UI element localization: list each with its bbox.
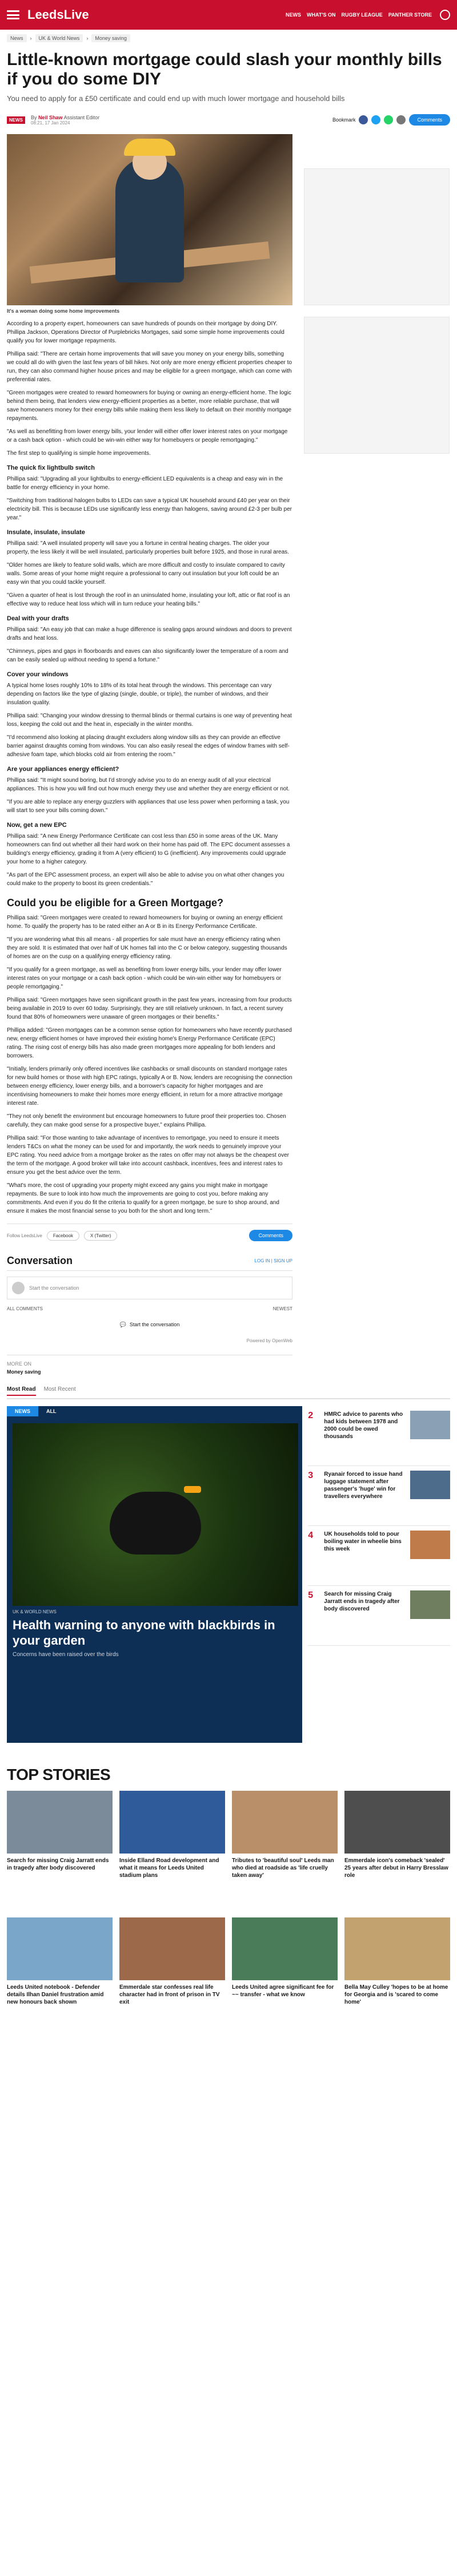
hero-image	[7, 134, 292, 305]
article-paragraph: Phillipa said: "An easy job that can make a huge difference is sealing gaps around windows and doors to prevent drafts and heat loss.	[7, 627, 292, 642]
account-icon[interactable]	[440, 10, 450, 20]
tab-all-comments[interactable]: ALL COMMENTS	[7, 1306, 43, 1312]
sidebar	[304, 134, 450, 1375]
tab-most-read[interactable]: Most Read	[7, 1386, 36, 1396]
subheading-epc: Now, get a new EPC	[7, 822, 67, 829]
bookmark-button[interactable]: Bookmark	[332, 117, 356, 123]
ad-slot	[304, 317, 450, 454]
story-card[interactable]	[344, 1917, 450, 2037]
standfirst: You need to apply for a £50 certificate and could end up with much lower mortgage and household bills	[7, 94, 345, 103]
article-paragraph: "What's more, the cost of upgrading your property might exceed any gains you might make in mortgage repayments. Be sure to look into how much the improvements are going to cost you, before making any commitments. And even if you do fit the criteria to qualify for a green mortgage, be sure to shop around, and ensure it makes the most financial sense to you both for the short and long term."	[7, 1182, 279, 1215]
article-paragraph: "As part of the EPC assessment process, an expert will also be able to advise you on what other changes you could make to the property to boost its green credentials."	[7, 872, 284, 887]
subheading-windows: Cover your windows	[7, 671, 69, 679]
twitter-icon[interactable]	[371, 115, 380, 124]
tab-most-recent[interactable]: Most Recent	[43, 1386, 76, 1393]
story-card[interactable]	[232, 1917, 338, 2037]
top-stories-grid	[7, 1791, 450, 2037]
article-paragraph: The first step to qualifying is simple home improvements.	[7, 450, 151, 457]
paragraph-group-epc	[7, 832, 292, 888]
page-title: Little-known mortgage could slash your monthly bills if you do some DIY	[7, 50, 442, 88]
thumbnail	[410, 1471, 450, 1499]
sort-newest-dropdown[interactable]: NEWEST	[272, 1306, 292, 1312]
feature-block	[7, 1406, 450, 1743]
breadcrumb-item-news[interactable]: News	[7, 34, 27, 42]
article-paragraph: "If you are wondering what this all means - all properties for sale must have an energy efficiency rating when they are sold. It is estimated that over half of UK homes fall into the C or below category, suggesting thousands of homes are on the cusp on a qualifying energy efficiency rating.	[7, 936, 287, 960]
rank-number: 5	[308, 1590, 314, 1601]
paragraph-group-drafts	[7, 625, 292, 664]
list-item[interactable]	[308, 1466, 450, 1526]
story-title[interactable]: Search for missing Craig Jarratt ends in tragedy after body discovered	[7, 1858, 109, 1872]
story-card[interactable]	[344, 1791, 450, 1911]
start-conversation-label[interactable]: Start the conversation	[129, 1322, 180, 1328]
breadcrumb-item-money-saving[interactable]: Money saving	[91, 34, 130, 42]
article-paragraph: Phillipa said: "For those wanting to take advantage of incentives to remortgage, you need to ensure it meets lenders T&Cs on what the money can be used for and importantly, the work needs to genuinely improve your EPC rating. You need advice from a mortgage broker as the rates on offer may not always be the cheapest over the term of the mortgage. A good broker will take into account cashback, incentives, fees and interest rates to ensure you get the best advice over the term.	[7, 1135, 289, 1176]
story-headline[interactable]: Search for missing Craig Jarratt ends in tragedy after body discovered	[324, 1591, 400, 1613]
article-paragraph: Phillipa said: "It might sound boring, but I'd strongly advise you to do an energy audit of all your electrical appliances. This is how you will find out how much energy they use and whether they are energy efficient or not.	[7, 777, 290, 793]
article-paragraph: According to a property expert, homeowners can save hundreds of pounds on their mortgage by doing DIY. Phillipa Jackson, Operations Director of Purplebricks Mortgages, said some simple home improvements could qualify you for lower mortgage repayments.	[7, 321, 284, 345]
story-title[interactable]: Emmerdale star confesses real life character had in front of prison in TV exit	[119, 1984, 220, 2006]
story-card[interactable]	[232, 1791, 338, 1911]
article-paragraph: "They not only benefit the environment but encourage homeowners to future proof their properties too. Chosen carefully, they can make good sense for a prospective buyer," explains Phillipa.	[7, 1113, 286, 1129]
article-paragraph: Phillipa said: "Green mortgages were created to reward homeowners for buying or owning an energy efficient home. To qualify the property has to be rated either an A or B in its Energy Performance Certificate.	[7, 915, 283, 930]
story-headline[interactable]: Ryanair forced to issue hand luggage statement after passenger's 'huge' win for travellers everywhere	[324, 1471, 403, 1500]
article-paragraph: "As well as benefitting from lower energy bills, your lender will either offer lower interest rates on your mortgage or a cash back option - which could be win-win either way for homebuyers or people remortgaging."	[7, 429, 288, 444]
article-paragraph: Phillipa said: "There are certain home improvements that will save you money on your energy bills, something we could all do with given the last few years of bill hikes. Not only are more energy efficient properties cheaper to run, they can also command higher house prices and may be eligible for a green mortgage, which can come with preferential rates.	[7, 351, 292, 383]
top-stories-section	[0, 1766, 457, 2037]
article-paragraph: "Initially, lenders primarily only offered incentives like cashbacks or small discounts on standard mortgage rates for new build homes or those with high EPC ratings, typically A or B. Now, lenders are recognising the connection between energy efficiency, lower energy bills, and a borrower's capacity for higher mortgages and are incentivising homeowners to make their homes more energy efficient, in return for a more attractive mortgage interest rate.	[7, 1066, 292, 1107]
story-title[interactable]: Emmerdale icon's comeback 'sealed' 25 years after debut in Harry Bresslaw role	[344, 1858, 448, 1879]
feature-tabs	[7, 1406, 302, 1416]
rank-number: 2	[308, 1411, 314, 1421]
subheading-lightbulb: The quick fix lightbulb switch	[7, 465, 95, 472]
conversation-section	[7, 1255, 292, 1343]
thumbnail	[410, 1531, 450, 1559]
story-card[interactable]	[7, 1791, 113, 1911]
story-headline[interactable]: UK households told to pour boiling water in wheelie bins this week	[324, 1531, 402, 1553]
paragraph-group-insulate	[7, 539, 292, 608]
facebook-icon[interactable]	[359, 115, 368, 124]
subheading-drafts: Deal with your drafts	[7, 615, 69, 623]
article-paragraph: Phillipa said: "A new Energy Performance Certificate can cost less than £50 in some areas of the UK. Many homeowners can find out whether all their hard work on their home has paid off. The EPC document assesses a building's energy efficiency, grading it from A (very efficient) to G (inefficient). Any improvements could upgrade your home to a higher category.	[7, 833, 290, 866]
paragraph-group-eligible	[7, 914, 292, 1216]
article-paragraph: "If you qualify for a green mortgage, as well as benefiting from lower energy bills, your lender may offer lower interest rates on your mortgage or a cash back option - which could be win-win either way for homebuyers or people remortgaging."	[7, 967, 282, 991]
author-link[interactable]: Neil Shaw	[38, 114, 63, 120]
nav-link-news[interactable]: NEWS	[286, 12, 301, 18]
story-title[interactable]: Leeds United notebook - Defender details Ilhan Daniel frustration amid new honours back shown	[7, 1984, 104, 2006]
nav-link-rugby-league[interactable]: RUGBY LEAGUE	[341, 12, 383, 18]
paragraph-group-windows	[7, 681, 292, 759]
whatsapp-icon[interactable]	[384, 115, 393, 124]
byline-row	[7, 111, 450, 128]
breadcrumb	[0, 30, 457, 47]
top-stories-title: TOP STORIES	[7, 1766, 111, 1784]
list-item[interactable]	[308, 1526, 450, 1586]
story-title[interactable]: Tributes to 'beautiful soul' Leeds man who died at roadside as 'life cruelly taken away'	[232, 1858, 334, 1879]
subheading-insulate: Insulate, insulate, insulate	[7, 529, 85, 536]
comment-sort-tabs	[7, 1306, 292, 1311]
more-on-section	[7, 1355, 292, 1375]
ad-slot	[304, 168, 450, 305]
author-role: Assistant Editor	[63, 114, 100, 120]
rank-number: 4	[308, 1531, 314, 1541]
site-logo[interactable]: LeedsLive	[27, 7, 89, 22]
story-image	[7, 1917, 113, 1980]
feature-category: UK & WORLD NEWS	[13, 1609, 57, 1615]
article-paragraph: "Switching from traditional halogen bulbs to LEDs can save a typical UK household around £40 per year on their electricity bill. This is because LEDs use significantly less energy than halogens, saving around £2-3 per bulb per year."	[7, 498, 292, 522]
share-tools	[332, 114, 450, 126]
story-card[interactable]	[119, 1791, 225, 1911]
feature-tab-news[interactable]: NEWS	[7, 1406, 38, 1416]
comments-button-bottom[interactable]: Comments	[249, 1230, 292, 1241]
story-image	[7, 1791, 113, 1854]
bird-body	[110, 1492, 201, 1555]
rank-number: 3	[308, 1471, 314, 1481]
byline	[31, 115, 99, 126]
comment-input[interactable]	[7, 1277, 292, 1299]
login-signup-links[interactable]: LOG IN | SIGN UP	[254, 1258, 292, 1264]
bird-beak	[184, 1486, 201, 1493]
hero-hat	[124, 139, 175, 156]
article-paragraph: "Chimneys, pipes and gaps in floorboards and eaves can also significantly lower the temperature of a room and can be easily sealed up without needing to spend a fortune."	[7, 648, 288, 664]
feature-subtitle: Concerns have been raised over the birds	[13, 1652, 119, 1658]
powered-by: Powered by OpenWeb	[246, 1338, 292, 1344]
hamburger-menu-icon[interactable]	[7, 10, 19, 19]
trending-list	[308, 1406, 450, 1743]
paragraph-group-intro	[7, 320, 292, 458]
paragraph-group-lightbulb	[7, 475, 292, 522]
article-paragraph: Phillipa added: "Green mortgages can be a common sense option for homeowners who have recently purchased new, energy efficient homes or have improved their existing home's Energy Performance Certificate (EPC) rating. The rising cost of energy bills has also made green mortgages more appealing for both lenders and borrowers.	[7, 1027, 292, 1060]
follow-label: Follow LeedsLive	[7, 1233, 42, 1238]
thumbnail	[410, 1590, 450, 1619]
conversation-header	[7, 1255, 292, 1271]
publish-date: 08:21, 17 Jan 2024	[31, 120, 70, 126]
feature-tab-all[interactable]: ALL	[46, 1408, 57, 1415]
share-row-bottom	[7, 1224, 292, 1241]
article-paragraph: Phillipa said: "A well insulated property will save you a fortune in central heating charges. The older your property, the less likely it will be well insulated, particularly properties built before 1925, and those in rural areas.	[7, 540, 289, 556]
conversation-title: Conversation	[7, 1255, 73, 1267]
paragraph-group-appliances	[7, 776, 292, 815]
nav-link-panther-store[interactable]: PANTHER STORE	[388, 12, 432, 18]
story-card[interactable]	[119, 1917, 225, 2037]
article-paragraph: "Older homes are likely to feature solid walls, which are more difficult and costly to insulate compared to cavity walls. Some areas of your home might require a professional to carry out insulation but your loft could be an easy win that you could tackle yourself.	[7, 562, 285, 586]
most-read-rail	[0, 1386, 457, 1743]
chevron-right-icon: ›	[86, 35, 89, 41]
rail-tabs	[7, 1386, 450, 1399]
start-conversation-row[interactable]	[7, 1322, 292, 1328]
main-content	[7, 134, 450, 1375]
story-card[interactable]	[7, 1917, 113, 2037]
section-heading-eligible: Could you be eligible for a Green Mortgage?	[7, 897, 224, 909]
more-on-tag[interactable]: Money saving	[7, 1369, 41, 1375]
article-paragraph: Phillipa said: "Green mortgages have seen significant growth in the past few years, increasing from four products being available in 2019 to over 60 today. Surprisingly, they are still relatively unknown. In fact, a recent survey found that 80% of homeowners were unaware of green mortgages or their benefits."	[7, 997, 292, 1021]
feature-title[interactable]: Health warning to anyone with blackbirds in your garden	[13, 1618, 275, 1648]
article-paragraph: Phillipa said: "Changing your window dressing to thermal blinds or thermal curtains is one way of preventing heat loss, keeping the cold out and the heat in, especially in the winter months.	[7, 713, 292, 728]
feature-card[interactable]	[7, 1406, 302, 1743]
site-header	[0, 0, 457, 30]
article-paragraph: "If you are able to replace any energy guzzlers with appliances that use less power when performing a task, you will start to see your bills coming down."	[7, 799, 290, 814]
subheading-appliances: Are your appliances energy efficient?	[7, 766, 119, 773]
top-nav	[286, 12, 432, 18]
chat-bubble-icon: 💬	[119, 1322, 126, 1328]
article-paragraph: Phillipa said: "Upgrading all your lightbulbs to energy-efficient LED equivalents is a cheap and easy win in the battle for energy efficiency in your home.	[7, 476, 283, 491]
list-item[interactable]	[308, 1586, 450, 1646]
story-image	[344, 1917, 450, 1980]
byline-prefix: By	[31, 114, 37, 120]
story-image	[119, 1791, 225, 1854]
chevron-right-icon: ›	[30, 35, 32, 41]
image-caption: It's a woman doing some home improvements	[7, 308, 120, 314]
story-title[interactable]: Inside Elland Road development and what it means for Leeds United stadium plans	[119, 1858, 219, 1879]
facebook-share-button[interactable]: Facebook	[47, 1231, 79, 1241]
story-headline[interactable]: HMRC advice to parents who had kids between 1978 and 2000 could be owed thousands	[324, 1411, 403, 1440]
story-image	[344, 1791, 450, 1854]
article-paragraph: "Green mortgages were created to reward homeowners for buying or owning an energy-efficient home. The logic behind them being, that lenders view energy-efficient properties as a better, more reliable purchase, that will save homeowners money for their energy bills while making them less likely to default on their monthly mortgage repayments.	[7, 390, 292, 422]
twitter-share-button[interactable]: X (Twitter)	[84, 1231, 117, 1241]
avatar	[12, 1282, 25, 1294]
blackbird-image	[13, 1423, 298, 1606]
breadcrumb-item-uk-world[interactable]: UK & World News	[35, 34, 83, 42]
story-title[interactable]: Bella May Culley 'hopes to be at home for Georgia and is 'scared to come home'	[344, 1984, 448, 2006]
news-tag-badge: NEWS	[7, 116, 25, 124]
article-paragraph: "Given a quarter of heat is lost through the roof in an uninsulated home, insulating your loft, attic or flat roof is an effective way to reduce heat loss which will in turn reduce your heating bills."	[7, 592, 290, 608]
email-icon[interactable]	[396, 115, 406, 124]
story-image	[232, 1917, 338, 1980]
more-on-label: MORE ON	[7, 1361, 32, 1367]
story-image	[119, 1917, 225, 1980]
comments-button-top[interactable]: Comments	[409, 114, 450, 126]
nav-link-whats-on[interactable]: WHAT'S ON	[307, 12, 336, 18]
thumbnail	[410, 1411, 450, 1439]
article-paragraph: A typical home loses roughly 10% to 18% of its total heat through the windows. This percentage can vary depending on factors like the type of glazing (single, double, or triple), the number of windows, and their insulation quality.	[7, 683, 272, 706]
story-title[interactable]: Leeds United agree significant fee for ~~ transfer - what we know	[232, 1984, 334, 1998]
article-paragraph: "I'd recommend also looking at placing draught excluders along window sills as they can provide an effective barrier against draughts coming from windows. You can also easily reseal the edges of window frames with self-adhesive foam tape, which blocks cold air from entering the room."	[7, 734, 290, 758]
list-item[interactable]	[308, 1406, 450, 1466]
article-body	[7, 134, 292, 1375]
story-image	[232, 1791, 338, 1854]
comment-placeholder[interactable]: Start the conversation	[29, 1285, 79, 1291]
